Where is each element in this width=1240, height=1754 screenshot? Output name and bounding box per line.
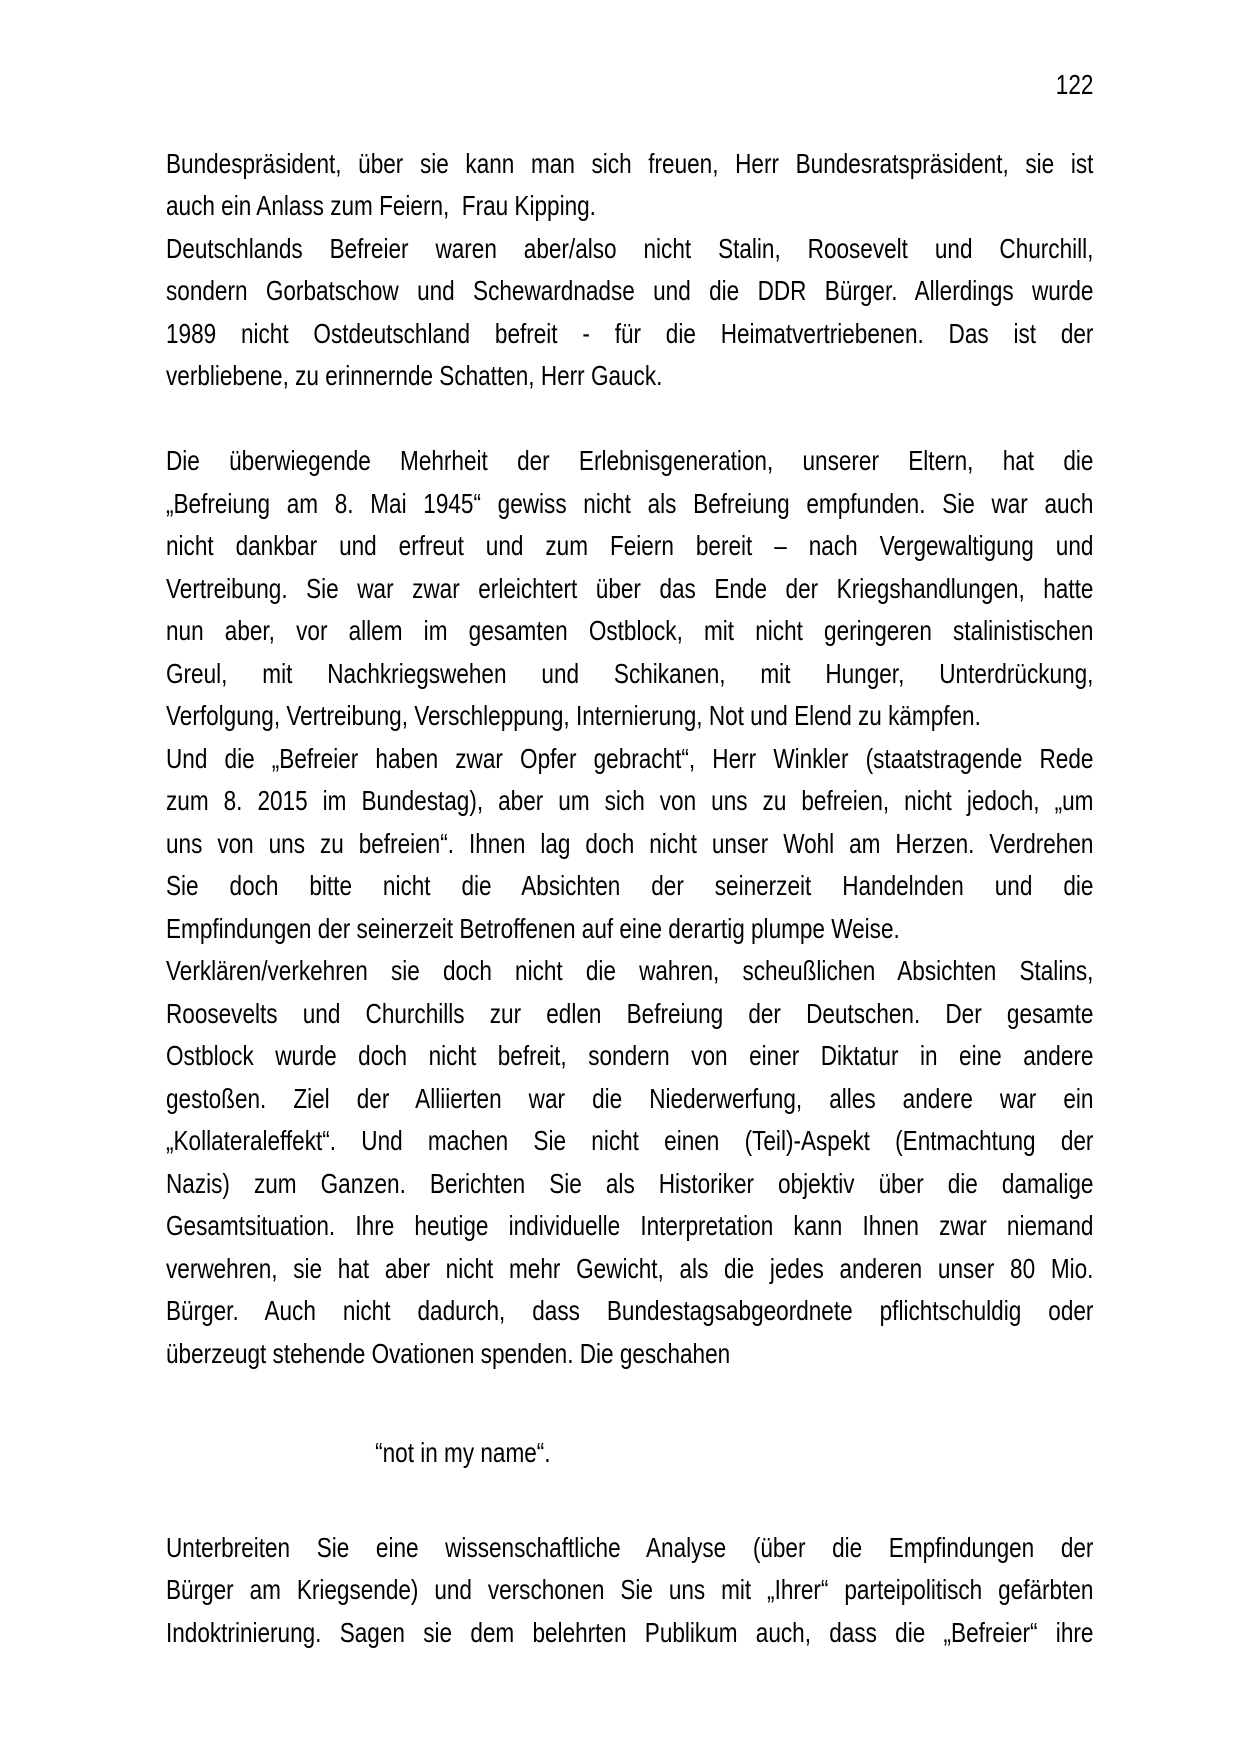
text-line: Bürger. Auch nicht dadurch, dass Bundestagsabgeordnete pflichtschuldig oder xyxy=(166,1295,1094,1326)
text-line: überzeugt stehende Ovationen spenden. Die geschahen xyxy=(166,1337,731,1369)
page-number: 122 xyxy=(1055,69,1094,100)
text-line: Verfolgung, Vertreibung, Verschleppung, Internierung, Not und Elend zu kämpfen. xyxy=(166,700,981,731)
text-line: Deutschlands Befreier waren aber/also nicht Stalin, Roosevelt und Churchill, xyxy=(166,232,1094,264)
text-line: Sie doch bitte nicht die Absichten der seinerzeit Handelnden und die xyxy=(166,870,1094,901)
paragraph-6 xyxy=(166,1527,1093,1655)
text-line: nun aber, vor allem im gesamten Ostblock, mit nicht geringeren stalinistischen xyxy=(166,615,1094,646)
text-line: Gesamtsituation. Ihre heutige individuelle Interpretation kann Ihnen zwar niemand xyxy=(166,1210,1094,1241)
text-line: Vertreibung. Sie war zwar erleichtert über das Ende der Kriegshandlungen, hatte xyxy=(166,572,1094,604)
text-line: Greul, mit Nachkriegswehen und Schikanen, mit Hunger, Unterdrückung, xyxy=(166,657,1094,689)
text-line: „Befreiung am 8. Mai 1945“ gewiss nicht als Befreiung empfunden. Sie war auch xyxy=(166,487,1094,519)
text-line: Bundespräsident, über sie kann man sich freuen, Herr Bundesratspräsident, sie ist xyxy=(166,147,1094,179)
text-line: auch ein Anlass zum Feiern, Frau Kipping. xyxy=(166,190,596,221)
text-line: sondern Gorbatschow und Schewardnadse und die DDR Bürger. Allerdings wurde xyxy=(166,275,1094,306)
text-line: „Kollateraleffekt“. Und machen Sie nicht einen (Teil)-Aspekt (Entmachtung der xyxy=(166,1125,1094,1156)
text-line: Ostblock wurde doch nicht befreit, sondern von einer Diktatur in eine andere xyxy=(166,1040,1094,1071)
text-line: Empfindungen der seinerzeit Betroffenen auf eine derartig plumpe Weise. xyxy=(166,912,900,944)
text-line: Nazis) zum Ganzen. Berichten Sie als Historiker objektiv über die damalige xyxy=(166,1167,1094,1199)
text-column xyxy=(166,64,1093,1654)
text-line: Indoktrinierung. Sagen sie dem belehrten Publikum auch, dass die „Befreier“ ihre xyxy=(166,1616,1094,1648)
text-line: Die überwiegende Mehrheit der Erlebnisgeneration, unserer Eltern, hat die xyxy=(166,445,1094,476)
text-line: Unterbreiten Sie eine wissenschaftliche Analyse (über die Empfindungen der xyxy=(166,1531,1094,1563)
paragraph-4 xyxy=(166,738,1093,951)
text-line: Bürger am Kriegsende) und verschonen Sie uns mit „Ihrer“ parteipolitisch gefärbten xyxy=(166,1574,1094,1605)
paragraph-1 xyxy=(166,143,1093,228)
paragraph-2 xyxy=(166,228,1093,398)
document-body xyxy=(166,143,1093,1655)
paragraph-5 xyxy=(166,950,1093,1375)
text-line: nicht dankbar und erfreut und zum Feiern bereit – nach Vergewaltigung und xyxy=(166,530,1094,561)
paragraph-3 xyxy=(166,440,1093,738)
text-line: Verklären/verkehren sie doch nicht die wahren, scheußlichen Absichten Stalins, xyxy=(166,955,1094,986)
text-line: 1989 nicht Ostdeutschland befreit - für die Heimatvertriebenen. Das ist der xyxy=(166,317,1094,349)
text-line: uns von uns zu befreien“. Ihnen lag doch nicht unser Wohl am Herzen. Verdrehen xyxy=(166,827,1094,859)
text-line: verwehren, sie hat aber nicht mehr Gewicht, als die jedes anderen unser 80 Mio. xyxy=(166,1252,1094,1284)
text-line: “not in my name“. xyxy=(375,1436,551,1468)
text-line: zum 8. 2015 im Bundestag), aber um sich von uns zu befreien, nicht jedoch, „um xyxy=(166,785,1094,816)
text-line: Und die „Befreier haben zwar Opfer gebracht“, Herr Winkler (staatstragende Rede xyxy=(166,742,1094,774)
text-line: verbliebene, zu erinnernde Schatten, Herr Gauck. xyxy=(166,360,663,391)
text-line: Roosevelts und Churchills zur edlen Befreiung der Deutschen. Der gesamte xyxy=(166,997,1094,1029)
text-line: gestoßen. Ziel der Alliierten war die Niederwerfung, alles andere war ein xyxy=(166,1082,1094,1114)
quote-line xyxy=(166,1432,1093,1475)
